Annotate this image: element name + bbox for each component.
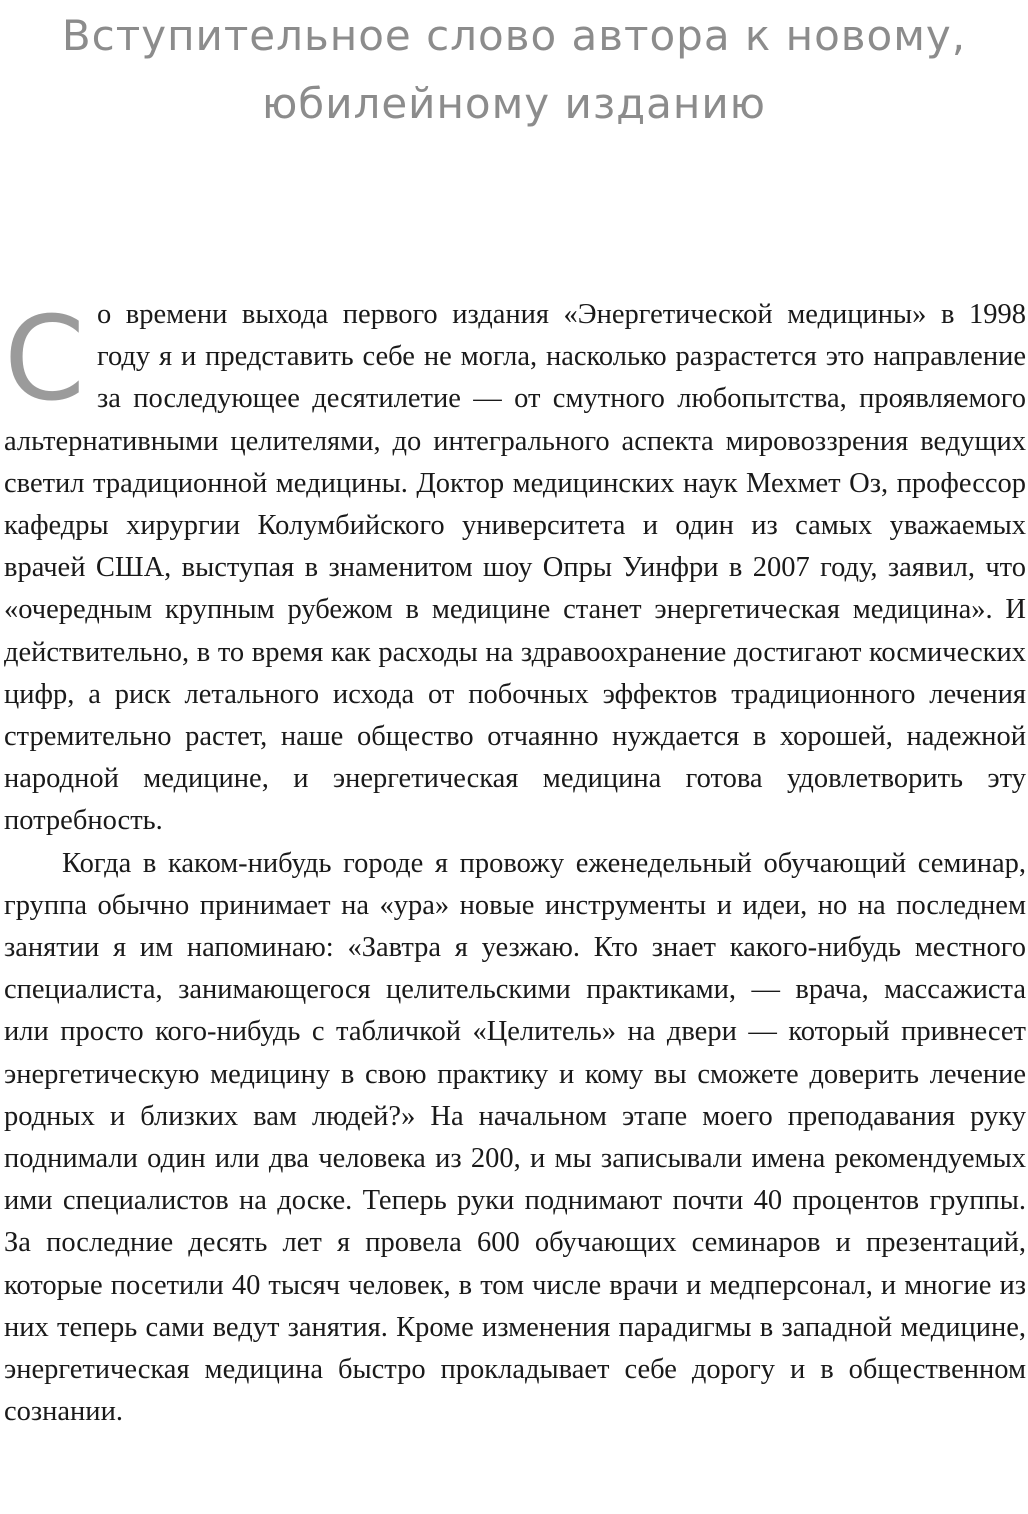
paragraph-2 (4, 843, 1026, 1434)
paragraph-2-text: Когда в каком-нибудь городе я провожу еженедельный обучающий семинар, группа обычно принимает на «ура» новые инструменты и идеи, но на последнем занятии я им напоминаю: «Завтра я уезжаю. Кто знает какого-нибудь местного специалиста, занимающегося целительскими практиками, — врача, массажиста или просто кого-нибудь с табличкой «Целитель» на двери — который привнесет энергетическую медицину в свою практику и кому вы сможете доверить лечение родных и близких вам людей?» На начальном этапе моего преподавания руку поднимали один или два человека из 200, и мы записывали имена рекомендуемых ими специалистов на доске. Теперь руки поднимают почти 40 процентов группы. За последние десять лет я провела 600 обучающих семинаров и презентаций, которые посетили 40 тысяч человек, в том числе врачи и медперсонал, и многие из них теперь сами ведут занятия. Кроме изменения парадигмы в западной медицине, энергетическая медицина быстро прокладывает себе дорогу и в общественном сознании. (4, 847, 1026, 1428)
chapter-title-line-1: Вступительное слово автора к новому, (61, 11, 967, 60)
drop-cap: С (4, 292, 85, 427)
body-text (4, 294, 1026, 1433)
chapter-title-line-2: юбилейному изданию (261, 79, 767, 128)
paragraph-1 (4, 294, 1026, 843)
chapter-title (0, 2, 1028, 138)
paragraph-1-text: о времени выхода первого издания «Энергетической медицины» в 1998 году я и представить себе не могла, насколько разрастется это направление за последующее десятилетие — от смутного любопытства, проявляемого альтернативными целителями, до интегрального аспекта мировоззрения ведущих светил традиционной медицины. Доктор медицинских наук Мехмет Оз, профессор кафедры хирургии Колумбийского университета и один из самых уважаемых врачей США, выступая в знаменитом шоу Опры Уинфри в 2007 году, заявил, что «очередным крупным рубежом в медицине станет энергетическая медицина». И действительно, в то время как расходы на здравоохранение достигают космических цифр, а риск летального исхода от побочных эффектов традиционного лечения стремительно растет, наше общество отчаянно нуждается в хорошей, надежной народной медицине, и энергетическая медицина готова удовлетворить эту потребность. (4, 299, 1026, 837)
